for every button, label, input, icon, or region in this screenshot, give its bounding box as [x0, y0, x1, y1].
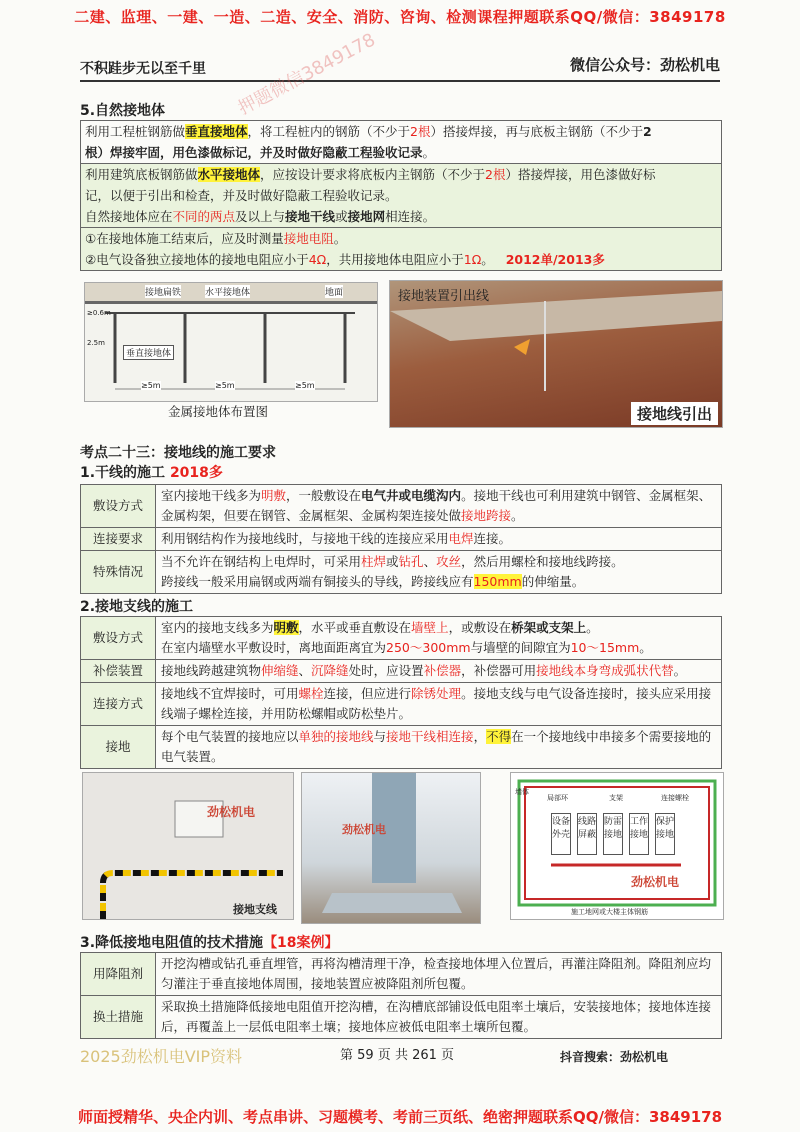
- label-bolt: 连接螺栓: [661, 794, 689, 802]
- row-key: 连接方式: [81, 683, 156, 726]
- branch-line-table: [80, 616, 722, 769]
- dim-depth: ≥0.6m: [87, 309, 111, 317]
- motto: 不积跬步无以至千里: [80, 61, 206, 77]
- label-bracket: 支架: [609, 794, 623, 802]
- topic-23-title: 考点二十三：接地线的施工要求: [80, 445, 276, 461]
- section-5-title: 5.自然接地体: [80, 103, 166, 119]
- row-value: 接地线跨越建筑物伸缩缝、沉降缝处时，应设置补偿器，补偿器可用接地线本身弯成弧状代替。: [156, 660, 722, 683]
- lead-photo-top-label: 接地装置引出线: [398, 289, 490, 304]
- row-value: 室内的接地支线多为明敷，水平或垂直敷设在墙壁上，或敷设在桥架或支架上。 在室内墙壁水平敷设时，离地面距离宜为250～300mm与墙壁的间隙宜为10～15mm。: [156, 617, 722, 660]
- label-local-ring: 局部环: [547, 794, 568, 802]
- table-row: [81, 726, 722, 769]
- branch-line-photo: [82, 772, 294, 920]
- page-number: 第 59 页 共 261 页: [340, 1048, 455, 1063]
- row-value: 当不允许在钢结构上电焊时，可采用柱焊或钻孔、攻丝，然后用螺栓和接地线跨接。 跨接线一般采用扁钢或两端有铜接头的导线，跨接线应有150mm的伸缩量。: [156, 551, 722, 594]
- table-row: [81, 953, 722, 996]
- branch-photo-brand: 劲松机电: [207, 805, 256, 819]
- table-row: [81, 617, 722, 660]
- row-value: 采取换土措施降低接地电阻值开挖沟槽，在沟槽底部铺设低电阻率土壤后，安装接地体；接地体连接后，再覆盖上一层低电阻率土壤；接地体应被低电阻率土壤所包覆。: [156, 996, 722, 1039]
- dim-length: 2.5m: [87, 339, 105, 347]
- resistance-table: [80, 952, 722, 1039]
- row-value: 室内接地干线多为明敷，一般敷设在电气井或电缆沟内。接地干线也可利用建筑中钢管、金属框架、金属构架，但要在钢管、金属框架、金属构架连接处做接地跨接。: [156, 485, 722, 528]
- equip-box-1: 设备外壳: [551, 813, 571, 855]
- table-row: [81, 996, 722, 1039]
- row-key: 特殊情况: [81, 551, 156, 594]
- steel-photo-svg: [302, 773, 480, 923]
- row-key: 接地: [81, 726, 156, 769]
- dim-spacing-2: ≥5m: [215, 381, 235, 390]
- equipotential-diagram: [510, 772, 724, 920]
- branch-photo-svg: [83, 773, 293, 919]
- top-banner: 二建、监理、一建、一造、二造、安全、消防、咨询、检测课程押题联系QQ/微信：3849178: [74, 8, 726, 26]
- branch-photo-caption: 接地支线: [233, 903, 277, 916]
- row-value: 接地线不宜焊接时，可用螺栓连接，但应进行除锈处理。接地支线与电气设备连接时，接头应采用接线端子螺栓连接，并用防松螺帽或防松垫片。: [156, 683, 722, 726]
- trunk-line-table: [80, 484, 722, 594]
- grounding-layout-diagram: [84, 282, 378, 402]
- footer-left: 2025劲松机电VIP资料: [80, 1047, 243, 1066]
- equip-box-4: 工作接地: [629, 813, 649, 855]
- row-key: 补偿装置: [81, 660, 156, 683]
- s5-line-3: ①在接地体施工结束后，应及时测量接地电阻。 ②电气设备独立接地体的接地电阻应小于4Ω，共用接地体电阻应小于1Ω。 2012单/2013多: [80, 227, 722, 271]
- footer-right: 抖音搜索：劲松机电: [560, 1050, 669, 1064]
- row-value: 开挖沟槽或钻孔垂直埋管，再将沟槽清理干净，检查接地体埋入位置后，再灌注降阻剂。降阻剂应均匀灌注于垂直接地体周围，接地装置应被降阻剂所包覆。: [156, 953, 722, 996]
- steel-photo-brand: 劲松机电: [342, 823, 386, 836]
- figure-1-caption: 金属接地体布置图: [168, 404, 269, 419]
- row-key: 敷设方式: [81, 485, 156, 528]
- diagram-brand: 劲松机电: [631, 875, 680, 889]
- section-1-title: 1.干线的施工 2018多: [80, 465, 223, 481]
- dim-spacing-1: ≥5m: [141, 381, 161, 390]
- wechat-account: 微信公众号：劲松机电: [569, 56, 720, 74]
- row-key: 用降阻剂: [81, 953, 156, 996]
- row-value: 利用钢结构作为接地线时，与接地干线的连接应采用电焊连接。: [156, 528, 722, 551]
- label-ground-surface: 地面: [325, 285, 343, 298]
- section-2-title: 2.接地支线的施工: [80, 599, 194, 615]
- dim-spacing-3: ≥5m: [295, 381, 315, 390]
- s5-line-1: 利用工程桩钢筋做垂直接地体，将工程桩内的钢筋（不少于2根）搭接焊接，再与底板主钢筋（不少于2 根）焊接牢固，用色漆做标记，并及时做好隐蔽工程验收记录。: [80, 120, 722, 163]
- row-key: 敷设方式: [81, 617, 156, 660]
- row-key: 连接要求: [81, 528, 156, 551]
- steel-column-photo: [301, 772, 481, 924]
- s5-line-2: 利用建筑底板钢筋做水平接地体，应按设计要求将底板内主钢筋（不少于2根）搭接焊接，用色漆做好标 记，以便于引出和检查，并及时做好隐蔽工程验收记录。 自然接地体应在不同的两点及以上与接地干线或接地网相连接。: [80, 163, 722, 227]
- label-wall: 墙体: [515, 788, 529, 796]
- label-vertical-electrode: 垂直接地体: [123, 345, 174, 360]
- diagram-bottom-label: 施工地网或大楼主体钢筋: [571, 908, 648, 916]
- watermark: 押题微信3849178: [234, 29, 379, 120]
- table-row: [81, 551, 722, 594]
- table-row: [81, 660, 722, 683]
- section-3-title: 3.降低接地电阻值的技术措施【18案例】: [80, 935, 339, 951]
- table-row: [81, 485, 722, 528]
- label-ground-flat-iron: 接地扁铁: [145, 285, 181, 298]
- bottom-banner: 师面授精华、央企内训、考点串讲、习题模考、考前三页纸、绝密押题联系QQ/微信：3849178: [77, 1108, 723, 1126]
- table-row: [81, 683, 722, 726]
- row-key: 换土措施: [81, 996, 156, 1039]
- section-5-box: [80, 120, 722, 271]
- equip-box-2: 线路屏蔽: [577, 813, 597, 855]
- page-header: [80, 58, 720, 82]
- equip-box-3: 防雷接地: [603, 813, 623, 855]
- grounding-lead-photo: [389, 280, 723, 428]
- label-horizontal-electrode: 水平接地体: [205, 285, 250, 298]
- lead-photo-bottom-label: 接地线引出: [631, 402, 718, 425]
- table-row: [81, 528, 722, 551]
- equip-box-5: 保护接地: [655, 813, 675, 855]
- row-value: 每个电气装置的接地应以单独的接地线与接地干线相连接，不得在一个接地线中串接多个需要接地的电气装置。: [156, 726, 722, 769]
